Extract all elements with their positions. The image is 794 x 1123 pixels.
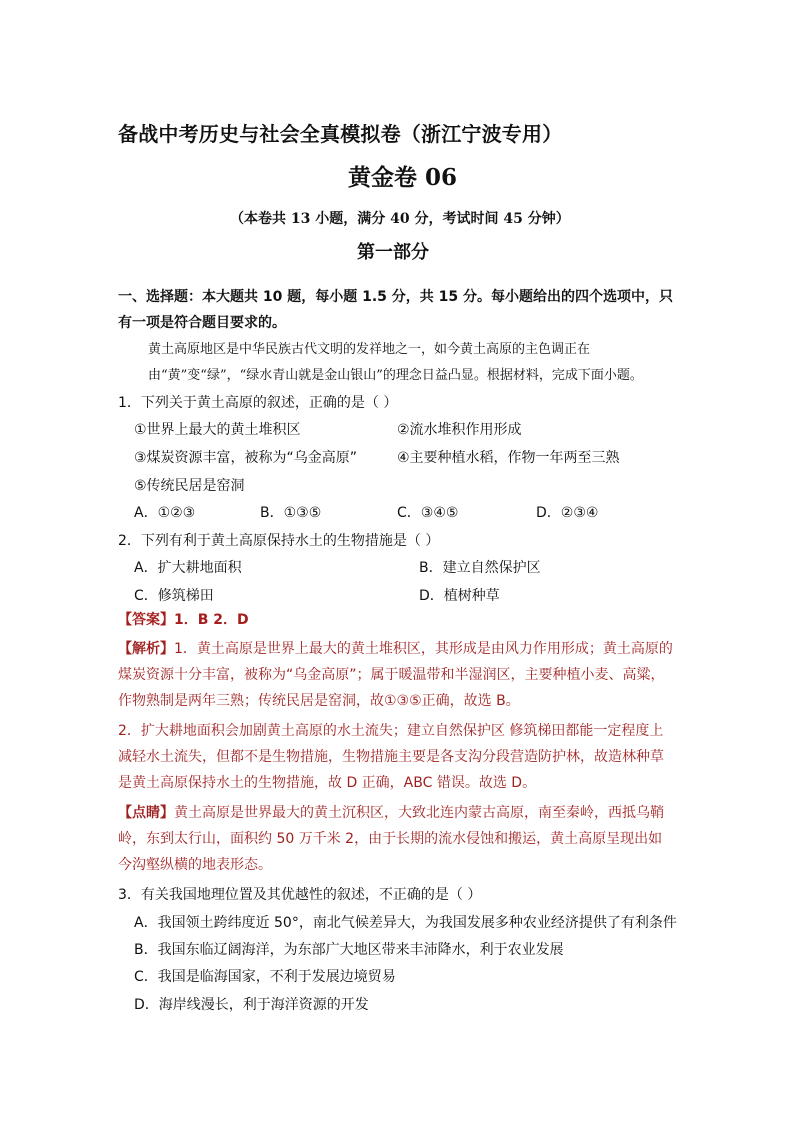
- tip-block: [118, 800, 676, 878]
- analysis-block: [118, 636, 676, 714]
- q1-statement-5: ⑤传统民居是窑洞: [134, 478, 245, 494]
- q1-option-c: C．③④⑤: [397, 505, 459, 521]
- answer-line: 【答案】1．B 2．D: [118, 612, 249, 628]
- q1-option-d: D．②③④: [536, 505, 599, 521]
- q1-option-b: B．①③⑤: [260, 505, 322, 521]
- q2-option-c: C．修筑梯田: [134, 588, 214, 604]
- section-heading: 一、选择题：本大题共 10 题，每小题 1.5 分，共 15 分。每小题给出的四个选项中，只有一项是符合题目要求的。: [118, 289, 674, 331]
- q3-option-a: A．我国领土跨纬度近 50°，南北气候差异大，为我国发展多种农业经济提供了有利条件: [134, 915, 677, 931]
- paper-subtitle: 黄金卷 06: [348, 164, 458, 191]
- q3-option-c: C．我国是临海国家，不利于发展边境贸易: [134, 969, 396, 985]
- q3-option-d: D．海岸线漫长，利于海洋资源的开发: [134, 997, 369, 1013]
- q1-statement-3: ③煤炭资源丰富，被称为“乌金高原”: [134, 450, 358, 466]
- question-1: 1．下列关于黄土高原的叙述，正确的是（ ）: [118, 395, 398, 411]
- question-3: 3．有关我国地理位置及其优越性的叙述，不正确的是（ ）: [118, 887, 482, 903]
- analysis-part-2: 2．扩大耕地面积会加剧黄土高原的水土流失；建立自然保护区 修筑梯田都能一定程度上减轻水土流失，但都不是生物措施，生物措施主要是各支沟分段营造防护林，故造林种草是黄土高原保持水土的生物措施，故 D 正确，ABC 错误。故选 D。: [118, 723, 664, 791]
- question-2: 2．下列有利于黄土高原保持水土的生物措施是（ ）: [118, 533, 440, 549]
- analysis-part-1: 1．黄土高原是世界上最大的黄土堆积区，其形成是由风力作用形成；黄土高原的煤炭资源十分丰富，被称为“乌金高原”；属于暖温带和半湿润区，主要种植小麦、高粱，作物熟制是两年三熟；传统民居是窑洞，故①③⑤正确，故选 B。: [118, 641, 673, 709]
- q2-option-a: A．扩大耕地面积: [134, 560, 242, 576]
- tip-text: 黄土高原是世界最大的黄土沉积区，大致北连内蒙古高原，南至秦岭，西抵乌鞘岭，东到太行山，面积约 50 万千米 2，由于长期的流水侵蚀和搬运，黄土高原呈现出如今沟壑纵横的地表形态。: [118, 805, 664, 873]
- document-title: 备战中考历史与社会全真模拟卷（浙江宁波专用）: [118, 122, 563, 146]
- q2-option-d: D．植树种草: [419, 588, 500, 604]
- analysis-label: 【解析】: [118, 641, 174, 657]
- tip-label: 【点睛】: [118, 805, 174, 821]
- q2-option-b: B．建立自然保护区: [419, 560, 541, 576]
- material-stem: 黄土高原地区是中华民族古代文明的发祥地之一，如今黄土高原的主色调正在由“黄”变“绿”，“绿水青山就是金山银山”的理念日益凸显。根据材料，完成下面小题。: [148, 342, 643, 383]
- part-heading: 第一部分: [357, 242, 429, 263]
- q1-statement-1: ①世界上最大的黄土堆积区: [134, 422, 301, 438]
- q1-statement-4: ④主要种植水稻，作物一年两至三熟: [397, 450, 620, 466]
- q1-statement-2: ②流水堆积作用形成: [397, 422, 522, 438]
- q1-option-a: A．①②③: [134, 505, 196, 521]
- q3-option-b: B．我国东临辽阔海洋，为东部广大地区带来丰沛降水，利于农业发展: [134, 942, 564, 958]
- exam-info: （本卷共 13 小题，满分 40 分，考试时间 45 分钟）: [230, 211, 570, 227]
